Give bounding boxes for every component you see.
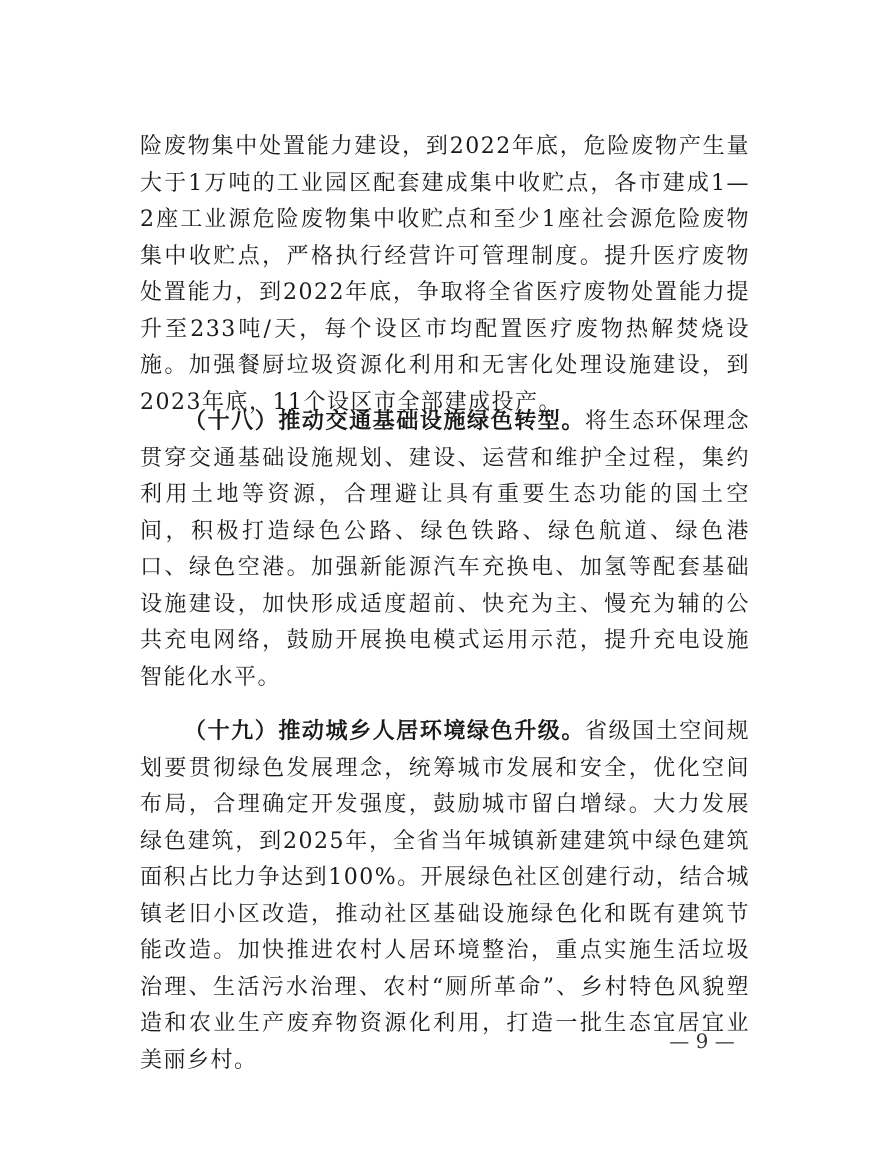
paragraph-heading: （十八）推动交通基础设施绿色转型。 — [184, 408, 585, 434]
paragraph-body: 将生态环保理念贯穿交通基础设施规划、建设、运营和维护全过程，集约利用土地等资源，合理避让具有重要生态功能的国土空间，积极打造绿色公路、绿色铁路、绿色航道、绿色港口、绿色空港。加强新能源汽车充换电、加氢等配套基础设施建设，加快形成适度超前、快充为主、慢充为辅的公共充电网络，鼓励开展换电模式运用示范，提升充电设施智能化水平。 — [140, 409, 750, 690]
paragraph-heading: （十九）推动城乡人居环境绿色升级。 — [184, 718, 585, 744]
page-number: — 9 — — [669, 1029, 735, 1053]
paragraph-body: 险废物集中处置能力建设，到2022年底，危险废物产生量大于1万吨的工业园区配套建成集中收贮点，各市建成1—2座工业源危险废物集中收贮点和至少1座社会源危险废物集中收贮点，严格执行经营许可管理制度。提升医疗废物处置能力，到2022年底，争取将全省医疗废物处置能力提升至233吨/天，每个设区市均配置医疗废物热解焚烧设施。加强餐厨垃圾资源化利用和无害化处理设施建设，到2023年底，11个设区市全部建成投产。 — [140, 134, 750, 415]
paragraph-urban-rural-environment — [140, 713, 750, 1079]
paragraph-hazardous-waste — [140, 128, 750, 421]
paragraph-body: 省级国土空间规划要贯彻绿色发展理念，统筹城市发展和安全，优化空间布局，合理确定开发强度，鼓励城市留白增绿。大力发展绿色建筑，到2025年，全省当年城镇新建建筑中绿色建筑面积占比力争达到100%。开展绿色社区创建行动，结合城镇老旧小区改造，推动社区基础设施绿色化和既有建筑节能改造。加快推进农村人居环境整治，重点实施生活垃圾治理、生活污水治理、农村“厕所革命”、乡村特色风貌塑造和农业生产废弃物资源化利用，打造一批生态宜居宜业美丽乡村。 — [140, 719, 750, 1073]
paragraph-transport-infrastructure — [140, 403, 750, 696]
